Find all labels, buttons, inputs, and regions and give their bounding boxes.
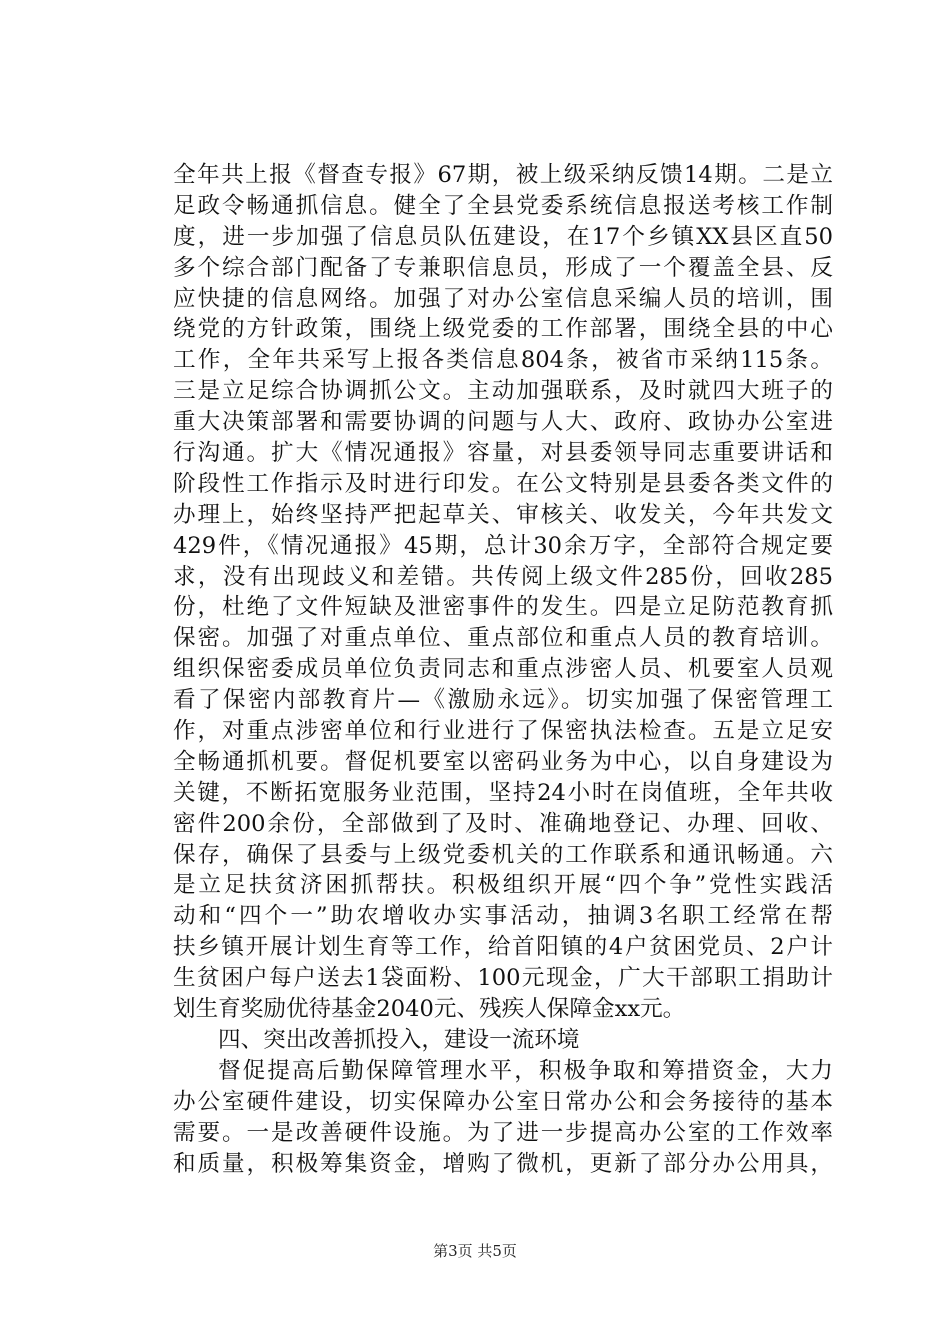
text-line: 429件，《情况通报》45期，总计30余万字，全部符合规定要 xyxy=(173,532,833,559)
text-line: 关键，不断拓宽服务业范围，坚持24小时在岗值班，全年共收 xyxy=(173,779,833,806)
text-line: 需要。一是改善硬件设施。为了进一步提高办公室的工作效率 xyxy=(173,1119,833,1146)
text-line: 生贫困户每户送去1袋面粉、100元现金，广大干部职工捐助计 xyxy=(173,965,833,992)
text-line: 组织保密委成员单位负责同志和重点涉密人员、机要室人员观 xyxy=(173,656,833,683)
text-line: 看了保密内部教育片—《激励永远》。切实加强了保密管理工 xyxy=(173,687,833,714)
text-line: 扶乡镇开展计划生育等工作，给首阳镇的4户贫困党员、2户计 xyxy=(173,934,833,961)
text-line: 应快捷的信息网络。加强了对办公室信息采编人员的培训，围 xyxy=(173,285,833,312)
text-line: 行沟通。扩大《情况通报》容量，对县委领导同志重要讲话和 xyxy=(173,440,833,467)
text-line: 三是立足综合协调抓公文。主动加强联系，及时就四大班子的 xyxy=(173,378,833,405)
text-line: 重大决策部署和需要协调的问题与人大、政府、政协办公室进 xyxy=(173,409,833,436)
text-line: 办公室硬件建设，切实保障办公室日常办公和会务接待的基本 xyxy=(173,1088,833,1115)
text-line: 密件200余份，全部做到了及时、准确地登记、办理、回收、 xyxy=(173,810,833,837)
text-line: 份，杜绝了文件短缺及泄密事件的发生。四是立足防范教育抓 xyxy=(173,594,833,621)
text-line: 划生育奖励优待基金2040元、残疾人保障金xx元。 xyxy=(173,996,686,1023)
text-line: 足政令畅通抓信息。健全了全县党委系统信息报送考核工作制 xyxy=(173,192,833,219)
text-line: 保密。加强了对重点单位、重点部位和重点人员的教育培训。 xyxy=(173,625,833,652)
text-line: 作，对重点涉密单位和行业进行了保密执法检查。五是立足安 xyxy=(173,718,833,745)
text-line: 办理上，始终坚持严把起草关、审核关、收发关，今年共发文 xyxy=(173,501,833,528)
text-line: 求，没有出现歧义和差错。共传阅上级文件285份，回收285 xyxy=(173,563,833,590)
text-line: 阶段性工作指示及时进行印发。在公文特别是县委各类文件的 xyxy=(173,470,833,497)
text-line: 多个综合部门配备了专兼职信息员，形成了一个覆盖全县、反 xyxy=(173,254,833,281)
text-line: 全畅通抓机要。督促机要室以密码业务为中心，以自身建设为 xyxy=(173,748,833,775)
page-number: 第3页 共5页 xyxy=(433,1242,517,1260)
text-line: 和质量，积极筹集资金，增购了微机，更新了部分办公用具， xyxy=(173,1150,833,1177)
text-line: 动和“四个一”助农增收办实事活动，抽调3名职工经常在帮 xyxy=(173,903,833,930)
text-line: 工作，全年共采写上报各类信息804条，被省市采纳115条。 xyxy=(173,347,833,374)
text-line: 是立足扶贫济困抓帮扶。积极组织开展“四个争”党性实践活 xyxy=(173,872,833,899)
text-line: 度，进一步加强了信息员队伍建设，在17个乡镇XX县区直50 xyxy=(173,223,833,250)
text-line: 保存，确保了县委与上级党委机关的工作联系和通讯畅通。六 xyxy=(173,841,833,868)
document-body xyxy=(173,160,833,1179)
text-line: 督促提高后勤保障管理水平，积极争取和筹措资金，大力 xyxy=(218,1057,833,1084)
text-line: 全年共上报《督查专报》67期，被上级采纳反馈14期。二是立 xyxy=(173,162,833,188)
section-heading: 四、突出改善抓投入，建设一流环境 xyxy=(218,1026,580,1053)
text-line: 绕党的方针政策，围绕上级党委的工作部署，围绕全县的中心 xyxy=(173,316,833,343)
